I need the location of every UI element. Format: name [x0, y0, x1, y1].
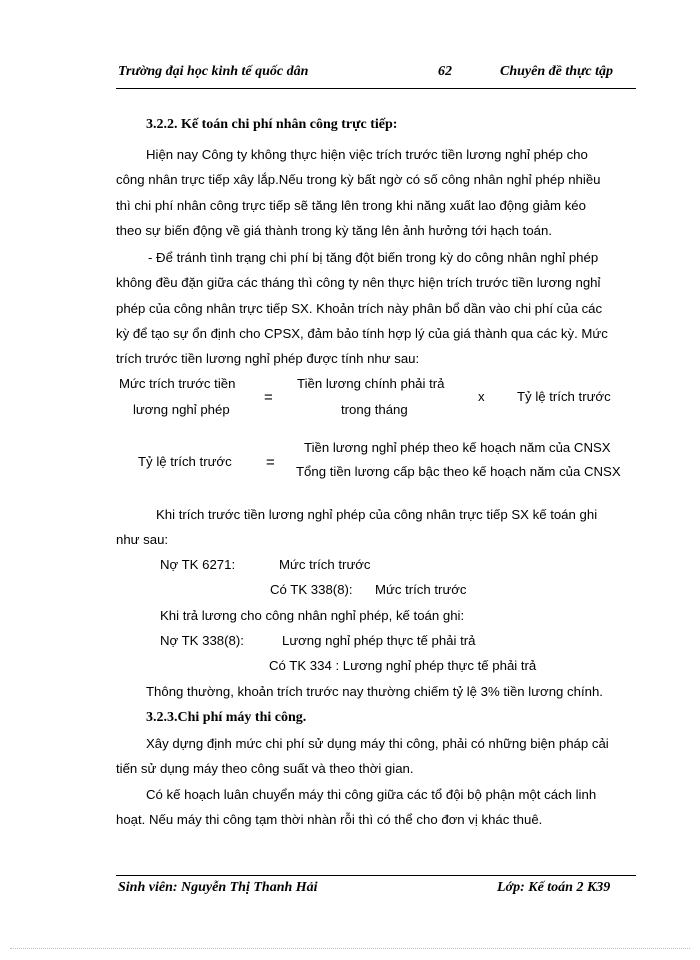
section-322-heading: 3.2.2. Kế toán chi phí nhân công trực tiếp:	[146, 117, 398, 132]
formula1-mid-line1: Tiền lương chính phải trả	[297, 376, 445, 391]
footer-class: Lớp: Kế toán 2 K39	[497, 880, 611, 895]
entry2-credit: Có TK 334 : Lương nghỉ phép thực tế phải trả	[269, 658, 537, 673]
header-rule	[116, 88, 636, 89]
footer-rule	[116, 875, 636, 876]
formula2-numerator: Tiền lương nghỉ phép theo kế hoạch năm của CNSX	[304, 440, 611, 455]
formula1-left-line1: Mức trích trước tiền	[119, 376, 236, 391]
para4: Khi trả lương cho công nhân nghỉ phép, kế toán ghi:	[160, 608, 465, 623]
footer-student: Sinh viên: Nguyễn Thị Thanh Hải	[118, 880, 318, 895]
formula1-times: x	[478, 389, 485, 404]
para2-line: - Để tránh tình trạng chi phí bị tăng đột biến trong kỳ do công nhân nghỉ phép	[148, 250, 599, 265]
formula1-equals: =	[264, 389, 273, 406]
entry1-debit-account: Nợ TK 6271:	[160, 557, 236, 572]
para3-line1: Khi trích trước tiền lương nghỉ phép của công nhân trực tiếp SX kế toán ghi	[156, 507, 598, 522]
section-323-para2-line2: hoạt. Nếu máy thi công tạm thời nhàn rỗi thì có thể cho đơn vị khác thuê.	[116, 812, 543, 827]
header-school: Trường đại học kinh tế quốc dân	[118, 64, 309, 79]
para1-line: Hiện nay Công ty không thực hiện việc trích trước tiền lương nghỉ phép cho	[146, 147, 588, 162]
para2-line: không đều đặn giữa các tháng thì công ty nên thực hiện trích trước tiền lương nghỉ	[116, 275, 601, 290]
para2-line: kỳ để tạo sự ổn định cho CPSX, đảm bảo tính hợp lý của giá thành qua các kỳ. Mức	[116, 326, 608, 341]
formula2-equals: =	[266, 454, 275, 471]
para2-line: trích trước tiền lương nghỉ phép được tính như sau:	[116, 351, 420, 366]
para3-line2: như sau:	[116, 532, 169, 547]
formula2-denominator: Tổng tiền lương cấp bậc theo kế hoạch năm của CNSX	[296, 464, 621, 479]
entry1-credit-text: Mức trích trước	[375, 582, 467, 597]
formula2-left: Tỷ lệ trích trước	[138, 454, 232, 469]
header-page-number: 62	[438, 64, 452, 79]
formula1-right: Tỷ lệ trích trước	[517, 389, 611, 404]
entry2-debit-text: Lương nghỉ phép thực tế phải trả	[282, 633, 476, 648]
section-323-heading: 3.2.3.Chi phí máy thi công.	[146, 710, 307, 725]
para2-line: phép của công nhân trực tiếp SX. Khoản trích này phân bổ dần vào chi phí của các	[116, 301, 603, 316]
page-bottom-border	[10, 948, 690, 949]
section-323-para1-line2: tiến sử dụng máy theo công suất và theo thời gian.	[116, 761, 414, 776]
para5: Thông thường, khoản trích trước nay thường chiếm tỷ lệ 3% tiền lương chính.	[146, 684, 603, 699]
formula1-mid-line2: trong tháng	[341, 402, 408, 417]
entry1-debit-text: Mức trích trước	[279, 557, 371, 572]
section-323-para1-line1: Xây dựng định mức chi phí sử dụng máy thi công, phải có những biện pháp cải	[146, 736, 609, 751]
formula1-left-line2: lương nghỉ phép	[133, 402, 230, 417]
section-323-para2-line1: Có kế hoạch luân chuyển máy thi công giữa các tổ đội bộ phận một cách linh	[146, 787, 597, 802]
entry2-debit-account: Nợ TK 338(8):	[160, 633, 244, 648]
para1-line: công nhân trực tiếp xây lắp.Nếu trong kỳ bất ngờ có số công nhân nghỉ phép nhiều	[116, 172, 601, 187]
entry1-credit-account: Có TK 338(8):	[270, 582, 353, 597]
para1-line: thì chi phí nhân công trực tiếp sẽ tăng lên trong khi năng xuất lao động giảm kéo	[116, 198, 586, 213]
para1-line: theo sự biến động về giá thành trong kỳ tăng lên ảnh hưởng tới hạch toán.	[116, 223, 553, 238]
header-doc-type: Chuyên đề thực tập	[500, 64, 614, 79]
